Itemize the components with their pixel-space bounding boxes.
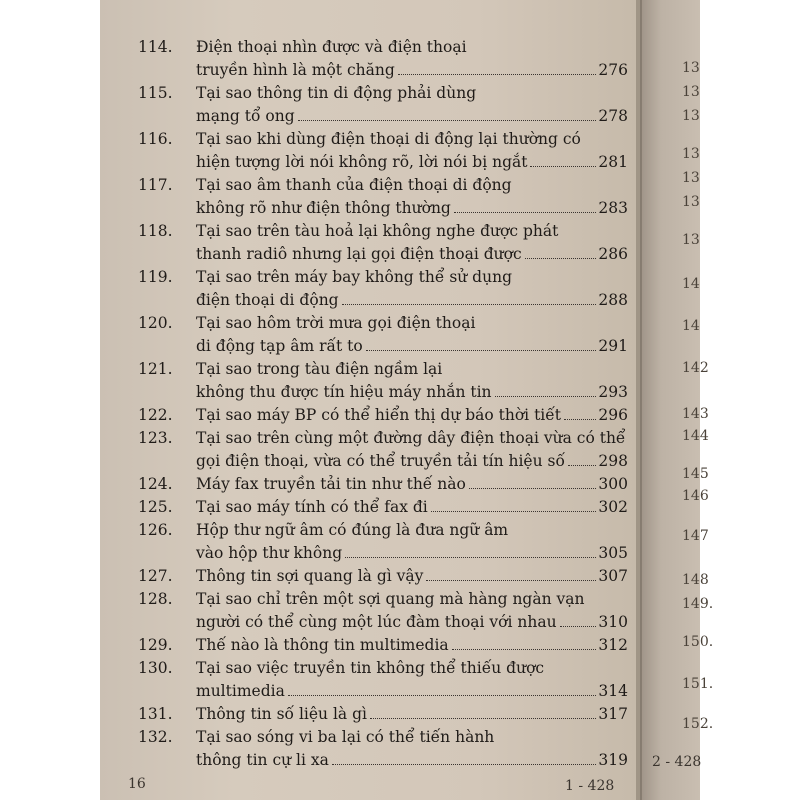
entry-title-line: điện thoại di động (196, 291, 339, 309)
entry-number: 115. (138, 84, 173, 102)
entry-title-line: Tại sao trên tàu hoả lại không nghe được phát (196, 222, 559, 240)
entry-title-line: Tại sao âm thanh của điện thoại di động (196, 176, 512, 194)
entry-page-number: 281 (598, 153, 628, 171)
toc-entry (138, 82, 628, 128)
entry-title-line: multimedia (196, 682, 285, 700)
entry-page-number: 302 (598, 498, 628, 516)
toc-entry (138, 358, 628, 404)
toc-entry (138, 519, 628, 565)
dot-leader (560, 626, 597, 627)
entry-title-line: Thế nào là thông tin multimedia (196, 636, 449, 654)
entry-page-number: 288 (598, 291, 628, 309)
entry-title-line: Điện thoại nhìn được và điện thoại (196, 38, 467, 56)
entry-title-line: thông tin cự li xa (196, 751, 329, 769)
dot-leader (342, 304, 597, 305)
print-code-left: 1 - 428 (565, 778, 615, 794)
dot-leader (469, 488, 597, 489)
entry-title-line: người có thể cùng một lúc đàm thoại với nhau (196, 613, 557, 631)
entry-page-number: 319 (598, 751, 628, 769)
dot-leader (452, 649, 597, 650)
entry-title-line: truyền hình là một chăng (196, 61, 395, 79)
entry-title-line: Tại sao máy tính có thể fax đi (196, 498, 428, 516)
toc-entry (138, 588, 628, 634)
dot-leader (332, 764, 597, 765)
toc-entry (138, 36, 628, 82)
next-page-entry-number: 13 (682, 170, 700, 186)
entry-title-line: Tại sao sóng vi ba lại có thể tiến hành (196, 728, 495, 746)
entry-title-line: Tại sao trong tàu điện ngầm lại (196, 360, 443, 378)
entry-page-number: 307 (598, 567, 628, 585)
entry-number: 121. (138, 360, 173, 378)
entry-title-line: Tại sao thông tin di động phải dùng (196, 84, 477, 102)
next-page-entry-number: 147 (682, 528, 709, 544)
entry-page-number: 317 (598, 705, 628, 723)
entry-title-line: Tại sao trên cùng một đường dây điện thoại vừa có thể (196, 429, 626, 447)
dot-leader (366, 350, 597, 351)
entry-page-number: 310 (598, 613, 628, 631)
next-page-entry-number: 13 (682, 194, 700, 210)
entry-number: 116. (138, 130, 173, 148)
entry-number: 130. (138, 659, 173, 677)
entry-page-number: 293 (598, 383, 628, 401)
entry-title-line: Tại sao hôm trời mưa gọi điện thoại (196, 314, 476, 332)
next-page-entry-number: 13 (682, 146, 700, 162)
entry-title-line: Tại sao chỉ trên một sợi quang mà hàng ngàn vạn (196, 590, 585, 608)
entry-title-line: Tại sao việc truyền tin không thể thiếu được (196, 659, 545, 677)
entry-number: 119. (138, 268, 173, 286)
toc-entry (138, 174, 628, 220)
dot-leader (530, 166, 596, 167)
toc-entry (138, 496, 628, 519)
next-page-entry-number: 148 (682, 572, 709, 588)
entry-title-line: Hộp thư ngữ âm có đúng là đưa ngữ âm (196, 521, 509, 539)
entry-title-line: không rõ như điện thông thường (196, 199, 451, 217)
entry-page-number: 296 (598, 406, 628, 424)
next-page-entry-number: 13 (682, 232, 700, 248)
toc-entry (138, 657, 628, 703)
toc-entry (138, 473, 628, 496)
entry-title-line: hiện tượng lời nói không rõ, lời nói bị ngắt (196, 153, 528, 171)
entry-title-line: Tại sao khi dùng điện thoại di động lại thường có (196, 130, 581, 148)
entry-page-number: 291 (598, 337, 628, 355)
next-page-entry-number: 144 (682, 428, 709, 444)
toc-entry (138, 404, 628, 427)
entry-title-line: gọi điện thoại, vừa có thể truyền tải tín hiệu số (196, 452, 565, 470)
page-number: 16 (128, 776, 146, 792)
entry-page-number: 286 (598, 245, 628, 263)
next-page-entry-number: 142 (682, 360, 709, 376)
next-page-entry-number: 151. (682, 676, 714, 692)
entry-number: 114. (138, 38, 173, 56)
toc-entry (138, 128, 628, 174)
entry-page-number: 314 (598, 682, 628, 700)
dot-leader (288, 695, 597, 696)
entry-number: 123. (138, 429, 173, 447)
entry-title-line: Tại sao máy BP có thể hiển thị dự báo thời tiết (196, 406, 562, 424)
entry-number: 125. (138, 498, 173, 516)
toc-entry (138, 220, 628, 266)
entry-number: 124. (138, 475, 173, 493)
dot-leader (454, 212, 597, 213)
entry-title-line: Máy fax truyền tải tin như thế nào (196, 475, 466, 493)
print-code-right: 2 - 428 (652, 754, 702, 770)
next-page-entry-number: 146 (682, 488, 709, 504)
dot-leader (345, 557, 596, 558)
dot-leader (525, 258, 597, 259)
next-page-entry-number: 149. (682, 596, 714, 612)
entry-page-number: 283 (598, 199, 628, 217)
entry-title-line: Tại sao trên máy bay không thể sử dụng (196, 268, 512, 286)
next-page-entry-number: 13 (682, 84, 700, 100)
next-page-entry-number: 13 (682, 60, 700, 76)
entry-number: 127. (138, 567, 173, 585)
entry-page-number: 312 (598, 636, 628, 654)
entry-number: 126. (138, 521, 173, 539)
entry-number: 117. (138, 176, 173, 194)
entry-title-line: Thông tin số liệu là gì (196, 705, 367, 723)
dot-leader (426, 580, 596, 581)
entry-page-number: 300 (598, 475, 628, 493)
toc-entry (138, 565, 628, 588)
entry-title-line: không thu được tín hiệu máy nhắn tin (196, 383, 492, 401)
dot-leader (398, 74, 597, 75)
toc-entry (138, 427, 628, 473)
entry-page-number: 298 (598, 452, 628, 470)
dot-leader (298, 120, 597, 121)
entry-title-line: vào hộp thư không (196, 544, 343, 562)
entry-number: 132. (138, 728, 173, 746)
entry-title-line: di động tạp âm rất to (196, 337, 363, 355)
dot-leader (431, 511, 597, 512)
table-of-contents (138, 36, 628, 772)
next-page-numbers (640, 0, 714, 800)
entry-title-line: Thông tin sợi quang là gì vậy (196, 567, 424, 585)
entry-page-number: 276 (598, 61, 628, 79)
toc-entry (138, 266, 628, 312)
toc-entry (138, 703, 628, 726)
entry-title-line: mạng tổ ong (196, 107, 295, 125)
next-page-entry-number: 145 (682, 466, 709, 482)
toc-entry (138, 726, 628, 772)
toc-entry (138, 634, 628, 657)
entry-title-line: thanh radiô nhưng lại gọi điện thoại được (196, 245, 522, 263)
dot-leader (568, 465, 596, 466)
next-page-entry-number: 143 (682, 406, 709, 422)
entry-number: 122. (138, 406, 173, 424)
next-page-entry-number: 14 (682, 318, 700, 334)
entry-page-number: 278 (598, 107, 628, 125)
dot-leader (495, 396, 597, 397)
next-page-entry-number: 13 (682, 108, 700, 124)
entry-page-number: 305 (598, 544, 628, 562)
entry-number: 131. (138, 705, 173, 723)
entry-number: 120. (138, 314, 173, 332)
next-page-entry-number: 150. (682, 634, 714, 650)
dot-leader (370, 718, 596, 719)
entry-number: 128. (138, 590, 173, 608)
entry-number: 118. (138, 222, 173, 240)
toc-entry (138, 312, 628, 358)
next-page-entry-number: 14 (682, 276, 700, 292)
dot-leader (564, 419, 596, 420)
entry-number: 129. (138, 636, 173, 654)
next-page-entry-number: 152. (682, 716, 714, 732)
